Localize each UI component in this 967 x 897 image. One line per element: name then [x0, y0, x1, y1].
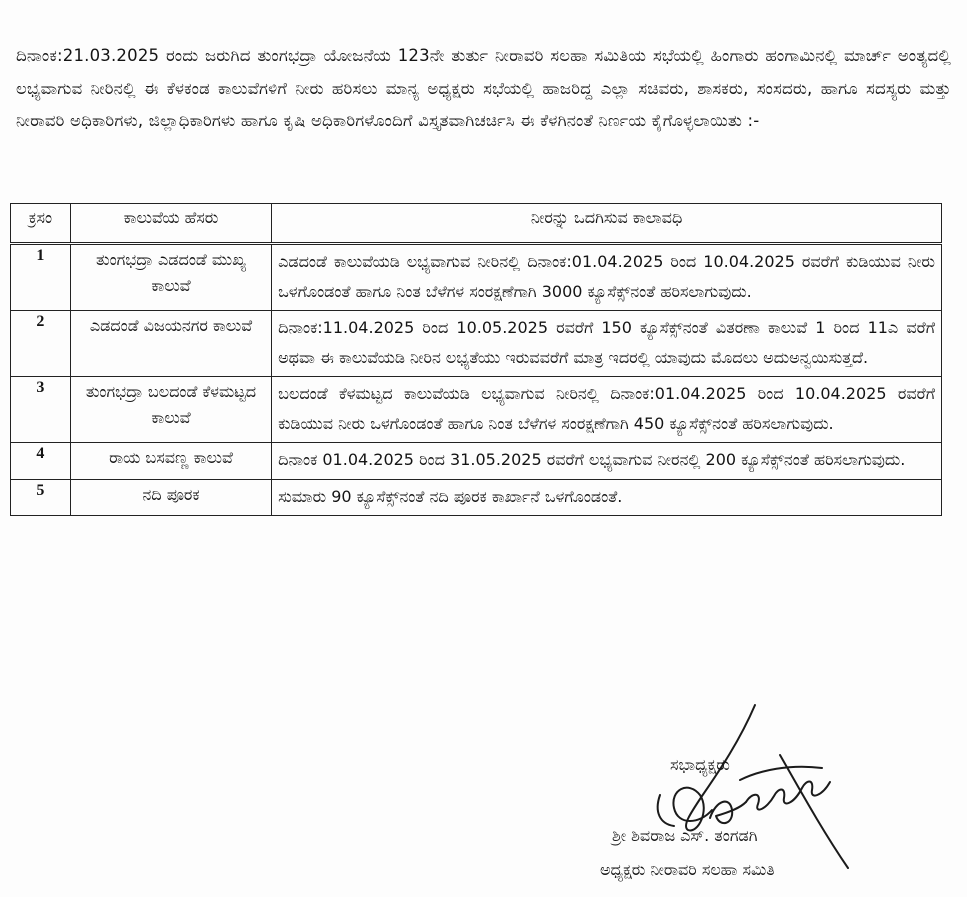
table-row: [11, 244, 942, 311]
intro-paragraph: ದಿನಾಂಕ:21.03.2025 ರಂದು ಜರುಗಿದ ತುಂಗಭದ್ರಾ ಯೋಜನೆಯ 123ನೇ ತುರ್ತು ನೀರಾವರಿ ಸಲಹಾ ಸಮಿತಿಯ ಸಭೆಯಲ್ಲಿ ಹಿಂಗಾರು ಹಂಗಾಮಿನಲ್ಲಿ ಮಾರ್ಚ್ ಅಂತ್ಯದಲ್ಲಿ ಲಭ್ಯವಾಗುವ ನೀರಿನಲ್ಲಿ ಈ ಕೆಳಕಂಡ ಕಾಲುವೆಗಳಿಗೆ ನೀರು ಹರಿಸಲು ಮಾನ್ಯ ಅಧ್ಯಕ್ಷರು ಸಭೆಯಲ್ಲಿ ಹಾಜರಿದ್ದ ಎಲ್ಲಾ ಸಚಿವರು, ಶಾಸಕರು, ಸಂಸದರು, ಹಾಗೂ ಸದಸ್ಯರು ಮತ್ತು ನೀರಾವರಿ ಅಧಿಕಾರಿಗಳು, ಜಿಲ್ಲಾಧಿಕಾರಿಗಳು ಹಾಗೂ ಕೃಷಿ ಅಧಿಕಾರಿಗಳೊಂದಿಗೆ ವಿಸ್ತೃತವಾಗಿಚರ್ಚಿಸಿ ಈ ಕೆಳಗಿನಂತೆ ನಿರ್ಣಯ ಕೈಗೊಳ್ಳಲಾಯಿತು :-: [16, 46, 951, 130]
signatory-name: ಶ್ರೀ ಶಿವರಾಜ ಎಸ್. ತಂಗಡಗಿ: [612, 826, 758, 845]
table-row: [11, 443, 942, 480]
signatory-role: ಸಭಾಧ್ಯಕ್ಷರು: [670, 755, 730, 774]
row-serial: 4: [11, 443, 71, 480]
header-canal-name: ಕಾಲುವೆಯ ಹೆಸರು: [70, 204, 271, 244]
row-canal-name: ಎಡದಂಡೆ ವಿಜಯನಗರ ಕಾಲುವೆ: [70, 311, 271, 377]
row-canal-name: ರಾಯ ಬಸವಣ್ಣ ಕಾಲುವೆ: [70, 443, 271, 480]
row-canal-name: ತುಂಗಭದ್ರಾ ಎಡದಂಡೆ ಮುಖ್ಯ ಕಾಲುವೆ: [70, 244, 271, 311]
table-row: [11, 377, 942, 443]
table-row: [11, 311, 942, 377]
water-schedule-table: [10, 203, 942, 516]
table-header-row: [11, 204, 942, 244]
header-serial: ಕ್ರಸಂ: [11, 204, 71, 244]
row-water-period: ದಿನಾಂಕ:11.04.2025 ರಿಂದ 10.05.2025 ರವರೆಗೆ 150 ಕ್ಯೂಸೆಕ್ಸ್‌ನಂತೆ ವಿತರಣಾ ಕಾಲುವೆ 1 ರಿಂದ 11ಎ ವರೆಗೆ ಅಥವಾ ಈ ಕಾಲುವೆಯಡಿ ನೀರಿನ ಲಭ್ಯತೆಯು ಇರುವವರೆಗೆ ಮಾತ್ರ ಇದರಲ್ಲಿ ಯಾವುದು ಮೊದಲು ಅದುಅನ್ವಯಿಸುತ್ತದೆ.: [272, 311, 942, 377]
signatory-designation: ಅಧ್ಯಕ್ಷರು ನೀರಾವರಿ ಸಲಹಾ ಸಮಿತಿ: [600, 860, 775, 879]
row-water-period: ದಿನಾಂಕ 01.04.2025 ರಿಂದ 31.05.2025 ರವರೆಗೆ ಲಭ್ಯವಾಗುವ ನೀರನಲ್ಲಿ 200 ಕ್ಯೂಸೆಕ್ಸ್‌ನಂತೆ ಹರಿಸಲಾಗುವುದು.: [272, 443, 942, 480]
row-serial: 3: [11, 377, 71, 443]
row-serial: 5: [11, 479, 71, 516]
row-water-period: ಬಲದಂಡೆ ಕೆಳಮಟ್ಟದ ಕಾಲುವೆಯಡಿ ಲಭ್ಯವಾಗುವ ನೀರಿನಲ್ಲಿ ದಿನಾಂಕ:01.04.2025 ರಿಂದ 10.04.2025 ರವರೆಗೆ ಕುಡಿಯುವ ನೀರು ಒಳಗೊಂಡಂತೆ ಹಾಗೂ ನಿಂತ ಬೆಳೆಗಳ ಸಂರಕ್ಷಣೆಗಾಗಿ 450 ಕ್ಯೂಸೆಕ್ಸ್‌ನಂತೆ ಹರಿಸಲಾಗುವುದು.: [272, 377, 942, 443]
row-canal-name: ತುಂಗಭದ್ರಾ ಬಲದಂಡೆ ಕೆಳಮಟ್ಟದ ಕಾಲುವೆ: [70, 377, 271, 443]
row-water-period: ಸುಮಾರು 90 ಕ್ಯೂಸೆಕ್ಸ್‌ನಂತೆ ನದಿ ಪೂರಕ ಕಾರ್ಖಾನೆ ಒಳಗೊಂಡಂತೆ.: [272, 479, 942, 516]
header-water-period: ನೀರನ್ನು ಒದಗಿಸುವ ಕಾಲಾವಧಿ: [272, 204, 942, 244]
row-canal-name: ನದಿ ಪೂರಕ: [70, 479, 271, 516]
handwritten-signature: [590, 700, 870, 880]
row-serial: 1: [11, 244, 71, 311]
row-serial: 2: [11, 311, 71, 377]
table-row: [11, 479, 942, 516]
row-water-period: ಎಡದಂಡೆ ಕಾಲುವೆಯಡಿ ಲಭ್ಯವಾಗುವ ನೀರಿನಲ್ಲಿ ದಿನಾಂಕ:01.04.2025 ರಿಂದ 10.04.2025 ರವರೆಗೆ ಕುಡಿಯುವ ನೀರು ಒಳಗೊಂಡಂತೆ ಹಾಗೂ ನಿಂತ ಬೆಳೆಗಳ ಸಂರಕ್ಷಣೆಗಾಗಿ 3000 ಕ್ಯೂಸೆಕ್ಸ್‌ನಂತೆ ಹರಿಸಲಾಗುವುದು.: [272, 244, 942, 311]
